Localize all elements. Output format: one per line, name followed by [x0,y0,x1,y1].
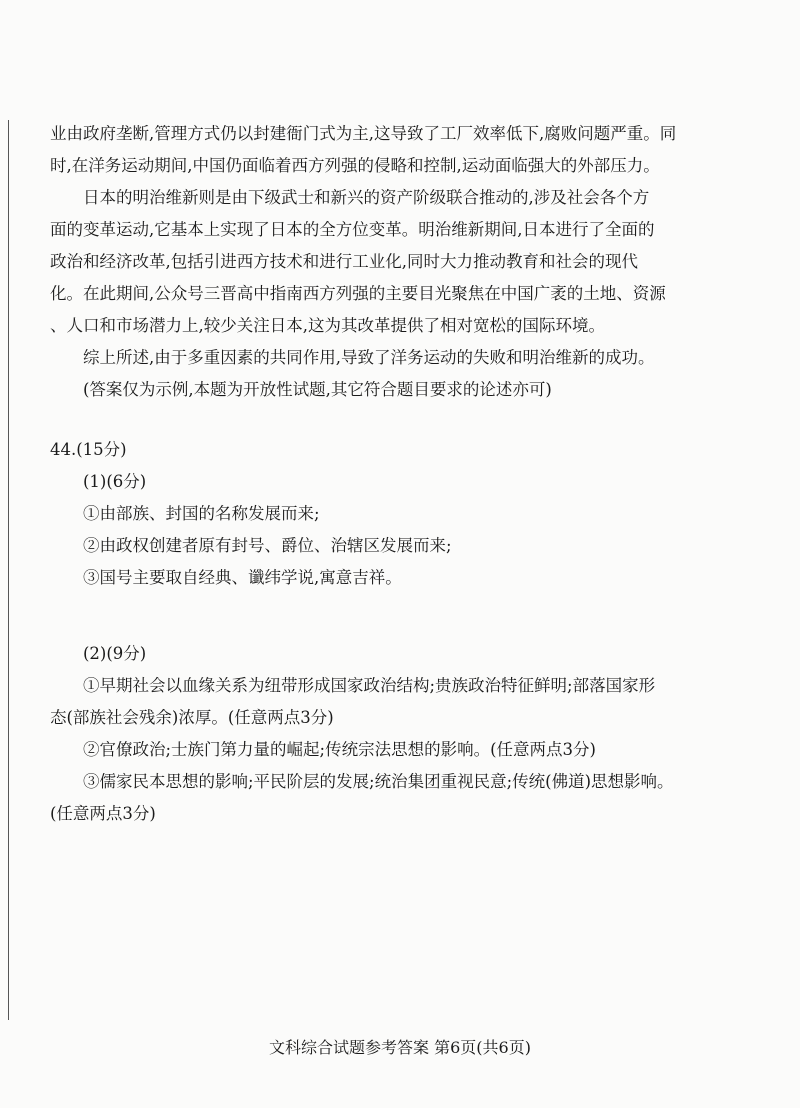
answer-item-continued: (任意两点3分) [50,804,156,823]
page-footer: 文科综合试题参考答案 第6页(共6页) [269,1038,531,1057]
paragraph-meiji-success [50,182,750,342]
answer-item: ③国号主要取自经典、谶纬学说,寓意吉祥。 [83,568,402,587]
spacer [50,406,750,434]
text-line: 政治和经济改革,包括引进西方技术和进行工业化,同时大力推动教育和社会的现代 [50,252,638,271]
text-line: 业由政府垄断,管理方式仍以封建衙门式为主,这导致了工厂效率低下,腐败问题严重。同 [50,124,677,143]
part-heading: (2)(9分) [83,644,147,663]
text-line: 日本的明治维新则是由下级武士和新兴的资产阶级联合推动的,涉及社会各个方 [83,188,650,207]
answer-note: (答案仅为示例,本题为开放性试题,其它符合题目要求的论述亦可) [83,380,552,399]
answer-item-continued: 态(部族社会残余)浓厚。(任意两点3分) [50,708,334,727]
answer-item: ③儒家民本思想的影响;平民阶层的发展;统治集团重视民意;传统(佛道)思想影响。 [83,772,674,791]
answer-item: ②由政权创建者原有封号、爵位、治辖区发展而来; [83,536,452,555]
text-line: 面的变革运动,它基本上实现了日本的全方位变革。明治维新期间,日本进行了全面的 [50,220,655,239]
paragraph-yangwu-failure [50,118,750,182]
summary-paragraph: 综上所述,由于多重因素的共同作用,导致了洋务运动的失败和明治维新的成功。 [83,348,655,367]
answer-document [50,118,750,830]
question-part-1 [50,466,750,594]
text-line: 化。在此期间,公众号三晋高中指南西方列强的主要目光聚焦在中国广袤的土地、资源 [50,284,666,303]
question-44 [50,434,750,830]
answer-item: ①由部族、封国的名称发展而来; [83,504,320,523]
spacer [50,594,750,638]
text-line: 、人口和市场潜力上,较少关注日本,这为其改革提供了相对宽松的国际环境。 [50,316,605,335]
left-margin-rule [8,120,9,1020]
answer-item: ①早期社会以血缘关系为纽带形成国家政治结构;贵族政治特征鲜明;部落国家形 [83,676,656,695]
question-part-2 [50,638,750,830]
answer-item: ②官僚政治;士族门第力量的崛起;传统宗法思想的影响。(任意两点3分) [83,740,596,759]
text-line: 时,在洋务运动期间,中国仍面临着西方列强的侵略和控制,运动面临强大的外部压力。 [50,156,660,175]
question-heading: 44.(15分) [50,440,127,459]
part-heading: (1)(6分) [83,472,147,491]
